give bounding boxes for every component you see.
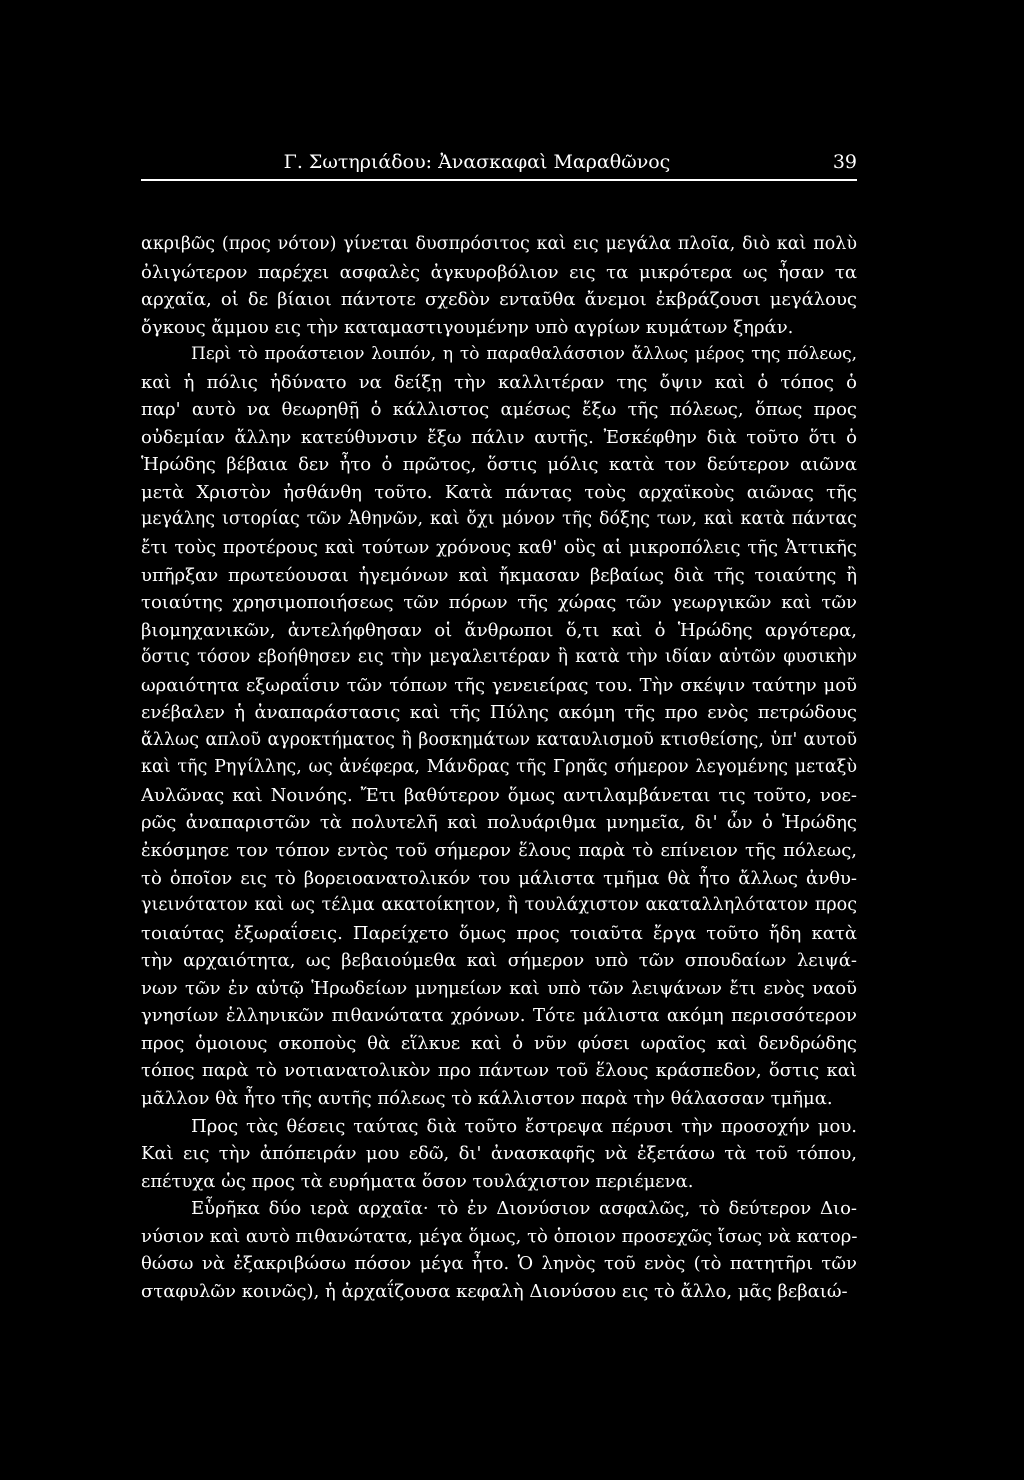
text-line: τόπος παρὰ τὸ νοτιανατολικὸν προ πάντων τοῦ ἕλους κράσπεδον, ὅστις καὶ xyxy=(141,1060,857,1082)
body-text xyxy=(141,231,857,1305)
text-line: παρ' αυτὸ να θεωρηθῇ ὁ κάλλιστος αμέσως ἔξω τῆς πόλεως, ὅπως προς xyxy=(141,399,857,421)
text-line: Προς τὰς θέσεις ταύτας διὰ τοῦτο ἔστρεψα πέρυσι τὴν προσοχήν μου. xyxy=(191,1115,857,1137)
text-line: σταφυλῶν κοινῶς), ἡ ἀρχαΐζουσα κεφαλὴ Διονύσου εις τὸ ἄλλο, μᾶς βεβαιώ- xyxy=(141,1280,848,1302)
text-line: οὐδεμίαν ἄλλην κατεύθυνσιν ἔξω πάλιν αυτῆς. Ἐσκέφθην διὰ τοῦτο ὅτι ὁ xyxy=(141,426,857,448)
text-line: νων τῶν ἐν αὐτῷ Ἡρωδείων μνημείων καὶ υπὸ τῶν λειψάνων ἔτι ενὸς ναοῦ xyxy=(141,977,857,999)
header-rule xyxy=(141,179,857,181)
text-line: μετὰ Χριστὸν ἠσθάνθη τοῦτο. Κατὰ πάντας τοὺς αρχαϊκοὺς αιῶνας τῆς xyxy=(141,481,857,503)
text-line: καὶ ἡ πόλις ἠδύνατο να δείξῃ τὴν καλλιτέραν της ὄψιν καὶ ὁ τόπος ὁ xyxy=(141,371,857,393)
text-line: γιεινότατον καὶ ως τέλμα ακατοίκητον, ἢ τουλάχιστον ακαταλληλότατον προς xyxy=(141,895,857,916)
text-line: ρῶς ἀναπαριστῶν τὰ πολυτελῆ καὶ πολυάριθμα μνημεῖα, δι' ὧν ὁ Ἡρώδης xyxy=(141,812,857,834)
text-line: ἐκόσμησε τον τόπον εντὸς τοῦ σήμερον ἕλους παρὰ τὸ επίνειον τῆς πόλεως, xyxy=(141,840,857,862)
text-line: προς ὁμοιους σκοποὺς θὰ εἵλκυε καὶ ὁ νῦν φύσει ωραῖος καὶ δενδρώδης xyxy=(141,1032,857,1054)
text-line: καὶ τῆς Ρηγίλλης, ως ἀνέφερα, Μάνδρας τῆς Γρηᾶς σήμερον λεγομένης μεταξὺ xyxy=(141,757,857,778)
text-line: ἄλλως απλοῦ αγροκτήματος ἢ βοσκημάτων καταυλισμοῦ κτισθείσης, ὑπ' αυτοῦ xyxy=(141,729,857,750)
text-line: μεγάλης ιστορίας τῶν Ἀθηνῶν, καὶ ὄχι μόνον τῆς δόξης των, καὶ κατὰ πάντας xyxy=(141,509,857,530)
text-line: ὀλιγώτερον παρέχει ασφαλὲς ἀγκυροβόλιον εις τα μικρότερα ως ἦσαν τα xyxy=(141,261,857,283)
text-line: υπῆρξαν πρωτεύουσαι ἡγεμόνων καὶ ἤκμασαν βεβαίως διὰ τῆς τοιαύτης ἢ xyxy=(141,564,857,586)
text-line: Αυλῶνας καὶ Νοινόης. Ἔτι βαθύτερον ὅμως αντιλαμβάνεται τις τοῦτο, νοε- xyxy=(141,784,857,806)
text-line: ἔτι τοὺς προτέρους καὶ τούτων χρόνους καθ' οὓς αἱ μικροπόλεις τῆς Ἀττικῆς xyxy=(141,537,857,559)
page-number: 39 xyxy=(832,151,857,173)
text-line: τὸ ὁποῖον εις τὸ βορειοανατολικόν του μάλιστα τμῆμα θὰ ἦτο ἄλλως ἀνθυ- xyxy=(141,867,857,889)
running-head xyxy=(141,150,857,174)
running-head-title: Γ. Σωτηριάδου: Ἀνασκαφαὶ Μαραθῶνος xyxy=(283,151,671,173)
text-line: γνησίων ἑλληνικῶν πιθανώτατα χρόνων. Τότε μάλιστα ακόμη περισσότερον xyxy=(141,1005,857,1027)
text-line: Ἡρώδης βέβαια δεν ἦτο ὁ πρῶτος, ὅστις μόλις κατὰ τον δεύτερον αιῶνα xyxy=(141,454,857,476)
text-line: θώσω νὰ ἐξακριβώσω πόσον μέγα ἦτο. Ὁ ληνὸς τοῦ ενὸς (τὸ πατητῆρι τῶν xyxy=(141,1253,857,1275)
text-line: ὄγκους ἄμμου εις τὴν καταμαστιγουμένην υπὸ αγρίων κυμάτων ξηράν. xyxy=(141,316,794,338)
text-line: ακριβῶς (προς νότον) γίνεται δυσπρόσιτος καὶ εις μεγάλα πλοῖα, διὸ καὶ πολὺ xyxy=(141,234,857,254)
text-line: τοιαύτης χρησιμοποιήσεως τῶν πόρων τῆς χώρας τῶν γεωργικῶν καὶ τῶν xyxy=(141,592,857,614)
text-line: ωραιότητα εξωραΐσιν τῶν τόπων τῆς γενειείρας του. Τὴν σκέψιν ταύτην μοῦ xyxy=(141,674,857,696)
text-line: Περὶ τὸ προάστειον λοιπόν, η τὸ παραθαλάσσιον ἄλλως μέρος της πόλεως, xyxy=(191,344,857,365)
text-line: αρχαῖα, οἱ δε βίαιοι πάντοτε σχεδὸν ενταῦθα ἄνεμοι ἐκβράζουσι μεγάλους xyxy=(141,289,857,311)
text-line: νύσιον καὶ αυτὸ πιθανώτατα, μέγα ὅμως, τὸ ὁποιον προσεχῶς ἴσως νὰ κατορ- xyxy=(141,1225,857,1247)
text-line: επέτυχα ὡς προς τὰ ευρήματα ὅσον τουλάχιστον περιέμενα. xyxy=(141,1170,694,1192)
text-line: Καὶ εις τὴν ἀπόπειράν μου εδῶ, δι' ἀνασκαφῆς νὰ ἐξετάσω τὰ τοῦ τόπου, xyxy=(141,1143,857,1165)
text-line: τὴν αρχαιότητα, ως βεβαιούμεθα καὶ σήμερον υπὸ τῶν σπουδαίων λειψά- xyxy=(141,950,857,972)
text-line: βιομηχανικῶν, ἀντελήφθησαν οἱ ἄνθρωποι ὅ,τι καὶ ὁ Ἡρώδης αργότερα, xyxy=(141,619,857,641)
text-line: μᾶλλον θὰ ἦτο τῆς αυτῆς πόλεως τὸ κάλλιστον παρὰ τὴν θάλασσαν τμῆμα. xyxy=(141,1087,833,1109)
text-line: ενέβαλεν ἡ ἀναπαράστασις καὶ τῆς Πύλης ακόμη τῆς προ ενὸς πετρώδους xyxy=(141,702,857,724)
text-line: Εὗρῆκα δύο ιερὰ αρχαῖα· τὸ ἐν Διονύσιον ασφαλῶς, τὸ δεύτερον Διο- xyxy=(191,1198,857,1220)
text-line: ὅστις τόσον εβοήθησεν εις τὴν μεγαλειτέραν ἢ κατὰ τὴν ιδίαν αὐτῶν φυσικὴν xyxy=(141,647,857,668)
text-line: τοιαύτας ἐξωραΐσεις. Παρείχετο ὅμως προς τοιαῦτα ἔργα τοῦτο ἤδη κατὰ xyxy=(141,922,857,944)
